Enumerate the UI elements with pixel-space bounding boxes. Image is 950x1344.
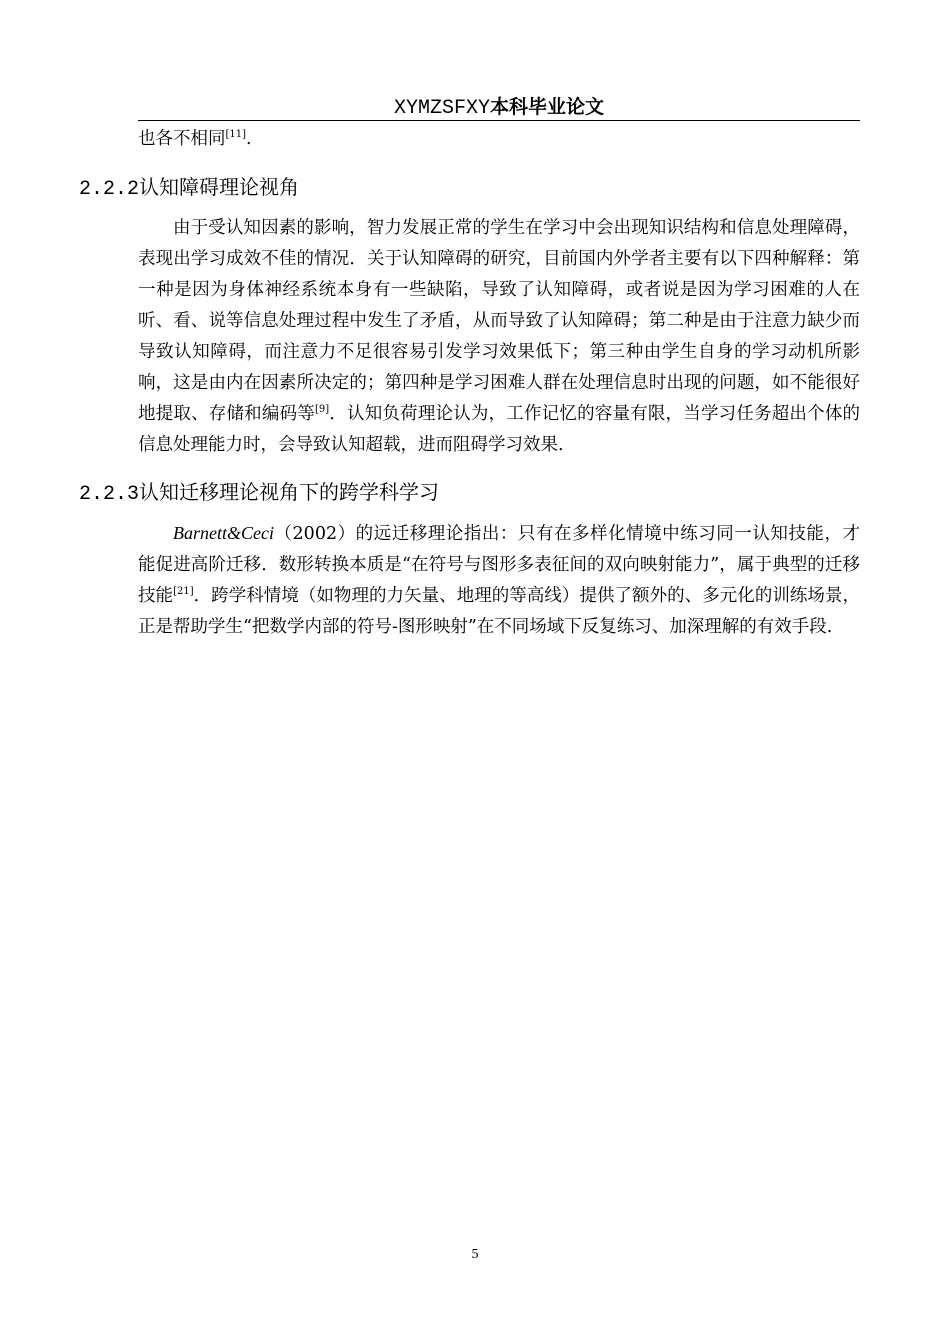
continued-paragraph: [138, 124, 860, 155]
header-thesis-label: 本科毕业论文: [490, 96, 605, 118]
section-title: 认知障碍理论视角: [139, 175, 300, 199]
header-school-code: XYMZSFXY: [393, 97, 490, 120]
section-heading-2-2-2: [79, 170, 860, 207]
section-paragraph: [138, 518, 860, 643]
citation-marker: [9]: [314, 404, 330, 415]
page-body: [79, 124, 861, 643]
author-names: Barnett&Ceci: [173, 523, 274, 543]
section-heading-2-2-3: [79, 475, 860, 512]
continued-text: 也各不相同: [138, 129, 226, 149]
section-title: 认知迁移理论视角下的跨学科学习: [139, 480, 440, 504]
section-number: 2.2.3: [79, 483, 140, 506]
paragraph-text: （2002）的远迁移理论指出：只有在多样化情境中练习同一认知技能，才能促进高阶迁移．数形转换本质是“在符号与图形多表征间的双向映射能力”，属于典型的迁移技能: [138, 524, 860, 606]
citation-marker: [21]: [173, 586, 194, 597]
paragraph-text: 由于受认知因素的影响，智力发展正常的学生在学习中会出现知识结构和信息处理障碍，表现出学习成效不佳的情况．关于认知障碍的研究，目前国内外学者主要有以下四种解释：第一种是因为身体神经系统本身有一些缺陷，导致了认知障碍，或者说是因为学习困难的人在听、看、说等信息处理过程中发生了矛盾，从而导致了认知障碍；第二种是由于注意力缺少而导致认知障碍，而注意力不足很容易引发学习效果低下；第三种由学生自身的学习动机所影响，这是由内在因素所决定的；第四种是学习困难人群在处理信息时出现的问题，如不能很好地提取、存储和编码等: [138, 218, 860, 424]
citation-marker: [11]: [225, 129, 247, 140]
paragraph-text-continued: ．认知负荷理论认为，工作记忆的容量有限，当学习任务超出个体的信息处理能力时，会导致认知超载，进而阻碍学习效果.: [138, 404, 861, 455]
running-header: [138, 94, 860, 121]
paragraph-text-continued: ．跨学科情境（如物理的力矢量、地理的等高线）提供了额外的、多元化的训练场景，正是帮助学生“把数学内部的符号-图形映射”在不同场域下反复练习、加深理解的有效手段.: [138, 586, 861, 637]
continued-end: .: [246, 129, 252, 149]
page-number: 5: [471, 1247, 479, 1262]
section-number: 2.2.2: [79, 178, 140, 201]
section-paragraph: [138, 213, 860, 461]
